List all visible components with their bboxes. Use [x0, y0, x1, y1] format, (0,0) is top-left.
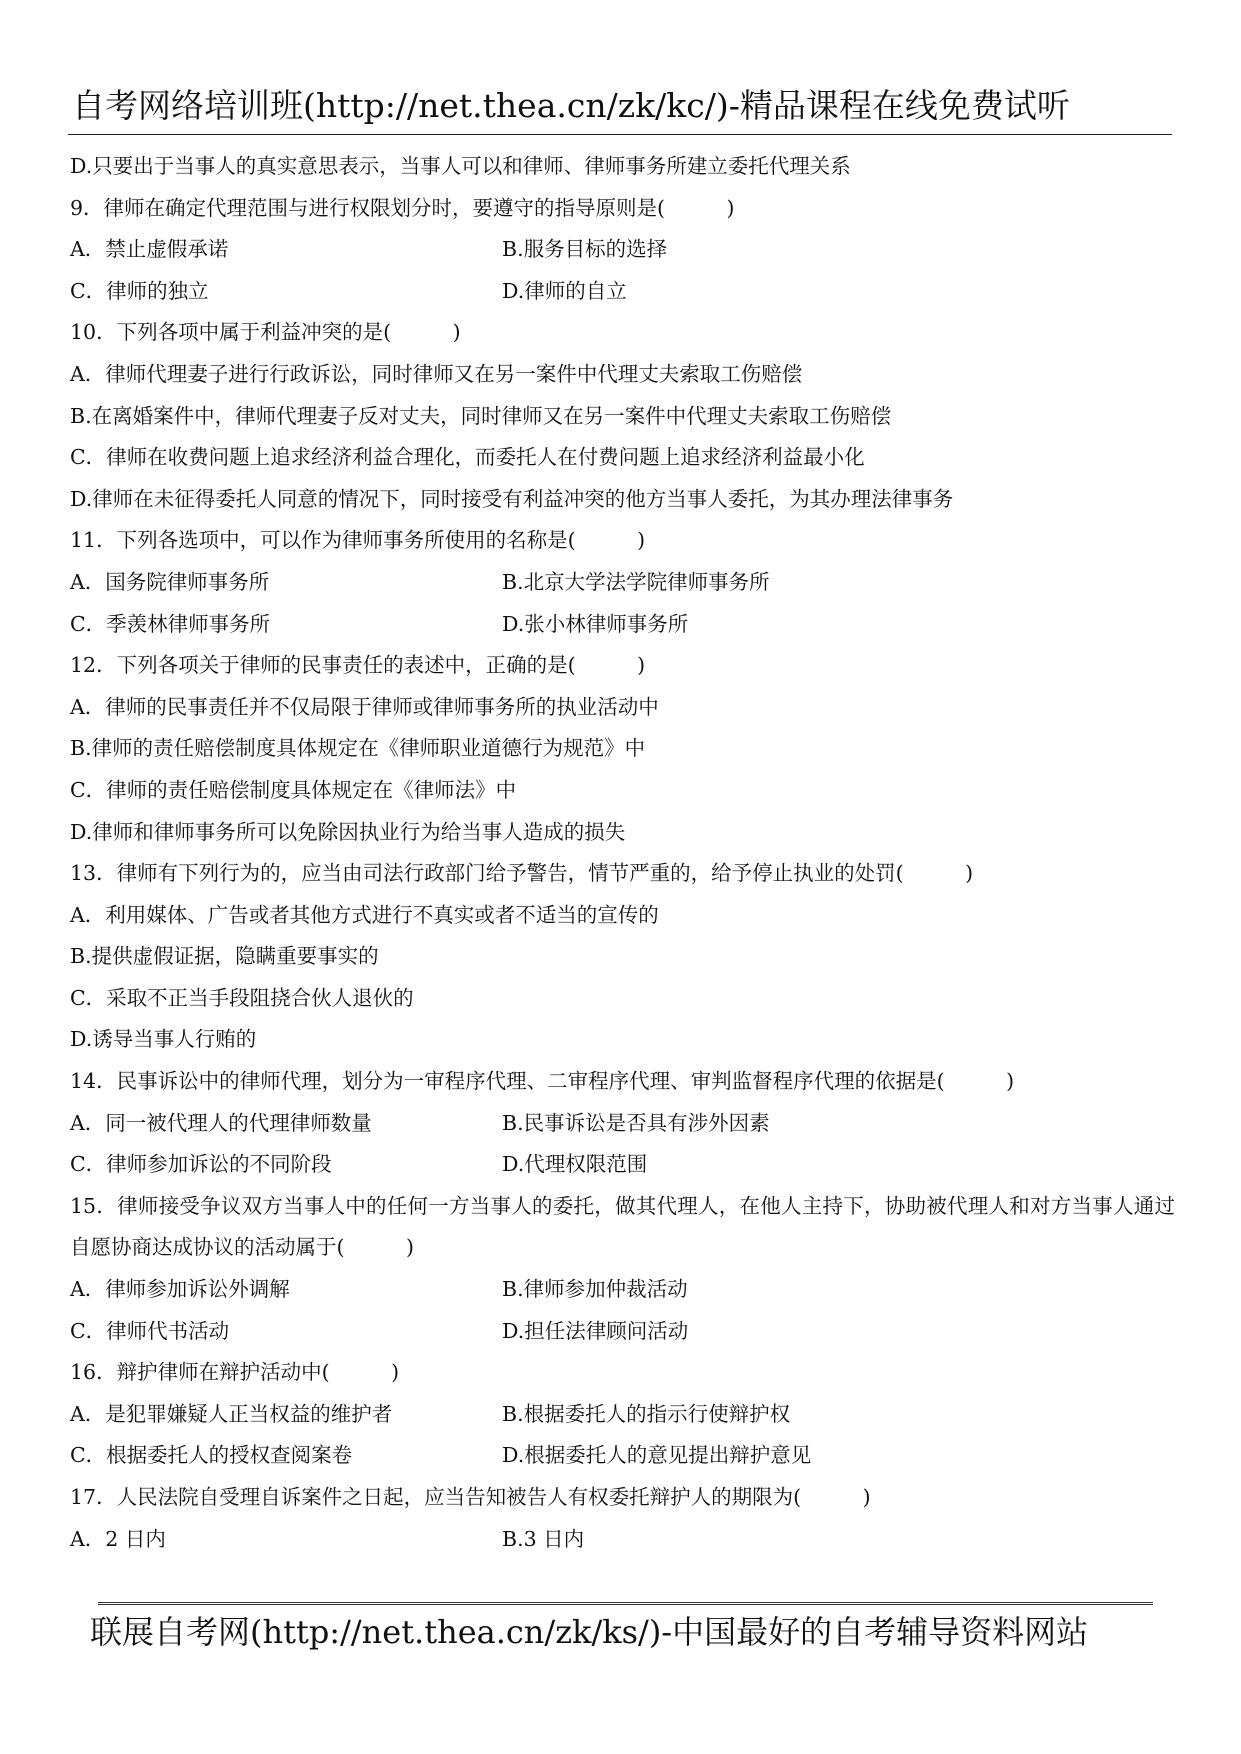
option-left: A．2 日内 [70, 1526, 166, 1551]
text-line: C．律师的责任赔偿制度具体规定在《律师法》中 [70, 777, 517, 802]
text-line: B.在离婚案件中，律师代理妻子反对丈夫，同时律师又在另一案件中代理丈夫索取工伤赔偿 [70, 403, 892, 428]
option-row [70, 1519, 1175, 1561]
exam-body [70, 146, 1175, 1560]
page-header: 自考网络培训班(http://net.thea.cn/zk/kc/)-精品课程在线免费试听 [72, 86, 1070, 125]
text-line: C．律师在收费问题上追求经济利益合理化，而委托人在付费问题上追求经济利益最小化 [70, 445, 865, 470]
option-left: A．国务院律师事务所 [70, 569, 270, 594]
option-row [70, 1311, 1175, 1353]
option-row [70, 562, 1175, 604]
option-right: B.服务目标的选择 [502, 237, 668, 262]
text-line: A．律师的民事责任并不仅局限于律师或律师事务所的执业活动中 [70, 694, 659, 719]
option-right: D.根据委托人的意见提出辩护意见 [502, 1443, 812, 1468]
text-line: 12．下列各项关于律师的民事责任的表述中，正确的是( ) [70, 653, 646, 678]
option-right: D.张小林律师事务所 [502, 611, 689, 636]
option-left: A．是犯罪嫌疑人正当权益的维护者 [70, 1401, 393, 1426]
option-right: B.律师参加仲裁活动 [502, 1277, 688, 1302]
text-line: B.提供虚假证据，隐瞒重要事实的 [70, 944, 379, 969]
option-row [70, 229, 1175, 271]
option-right: B.根据委托人的指示行使辩护权 [502, 1401, 791, 1426]
text-line: 15．律师接受争议双方当事人中的任何一方当事人的委托，做其代理人，在他人主持下，协助被代理人和对方当事人通过自愿协商达成协议的活动属于( ) [70, 1193, 1175, 1260]
option-row [70, 1394, 1175, 1436]
option-left: C．律师参加诉讼的不同阶段 [70, 1152, 332, 1177]
text-line: 11．下列各选项中，可以作为律师事务所使用的名称是( ) [70, 528, 646, 553]
option-row [70, 604, 1175, 646]
page-footer: 联展自考网(http://net.thea.cn/zk/ks/)-中国最好的自考辅导资料网站 [90, 1613, 1089, 1651]
text-line: 14．民事诉讼中的律师代理，划分为一审程序代理、二审程序代理、审判监督程序代理的依据是( ) [70, 1069, 1015, 1094]
option-left: C．季羡林律师事务所 [70, 611, 271, 636]
option-right: B.民事诉讼是否具有涉外因素 [502, 1110, 770, 1135]
text-line: A．利用媒体、广告或者其他方式进行不真实或者不适当的宣传的 [70, 902, 659, 927]
option-left: C．根据委托人的授权查阅案卷 [70, 1443, 353, 1468]
option-row [70, 1103, 1175, 1145]
text-line: D.律师在未征得委托人同意的情况下，同时接受有利益冲突的他方当事人委托，为其办理法律事务 [70, 486, 954, 511]
option-left: C．律师代书活动 [70, 1318, 230, 1343]
text-line: D.律师和律师事务所可以免除因执业行为给当事人造成的损失 [70, 819, 626, 844]
option-left: A．律师参加诉讼外调解 [70, 1277, 290, 1302]
text-line: 9．律师在确定代理范围与进行权限划分时，要遵守的指导原则是( ) [70, 195, 735, 220]
option-left: A．禁止虚假承诺 [70, 237, 229, 262]
text-line: 13．律师有下列行为的，应当由司法行政部门给予警告，情节严重的，给予停止执业的处罚( ) [70, 861, 974, 886]
option-right: B.3 日内 [502, 1526, 585, 1551]
text-line: C．采取不正当手段阻挠合伙人退伙的 [70, 985, 414, 1010]
option-row [70, 1435, 1175, 1477]
text-line: 10．下列各项中属于利益冲突的是( ) [70, 320, 461, 345]
option-right: D.律师的自立 [502, 278, 627, 303]
option-row [70, 1144, 1175, 1186]
header-rule [68, 134, 1172, 135]
option-left: C．律师的独立 [70, 278, 209, 303]
text-line: 17．人民法院自受理自诉案件之日起，应当告知被告人有权委托辩护人的期限为( ) [70, 1485, 871, 1509]
text-line: D.只要出于当事人的真实意思表示，当事人可以和律师、律师事务所建立委托代理关系 [70, 154, 851, 178]
text-line: A．律师代理妻子进行行政诉讼，同时律师又在另一案件中代理丈夫索取工伤赔偿 [70, 361, 803, 386]
option-right: B.北京大学法学院律师事务所 [502, 569, 770, 594]
option-right: D.担任法律顾问活动 [502, 1318, 689, 1343]
option-left: A．同一被代理人的代理律师数量 [70, 1110, 372, 1135]
text-line: D.诱导当事人行贿的 [70, 1027, 257, 1052]
option-row [70, 271, 1175, 313]
text-line: 16．辩护律师在辩护活动中( ) [70, 1360, 400, 1385]
option-row [70, 1269, 1175, 1311]
text-line: B.律师的责任赔偿制度具体规定在《律师职业道德行为规范》中 [70, 736, 646, 761]
footer-rule [98, 1602, 1153, 1605]
option-right: D.代理权限范围 [502, 1152, 648, 1177]
